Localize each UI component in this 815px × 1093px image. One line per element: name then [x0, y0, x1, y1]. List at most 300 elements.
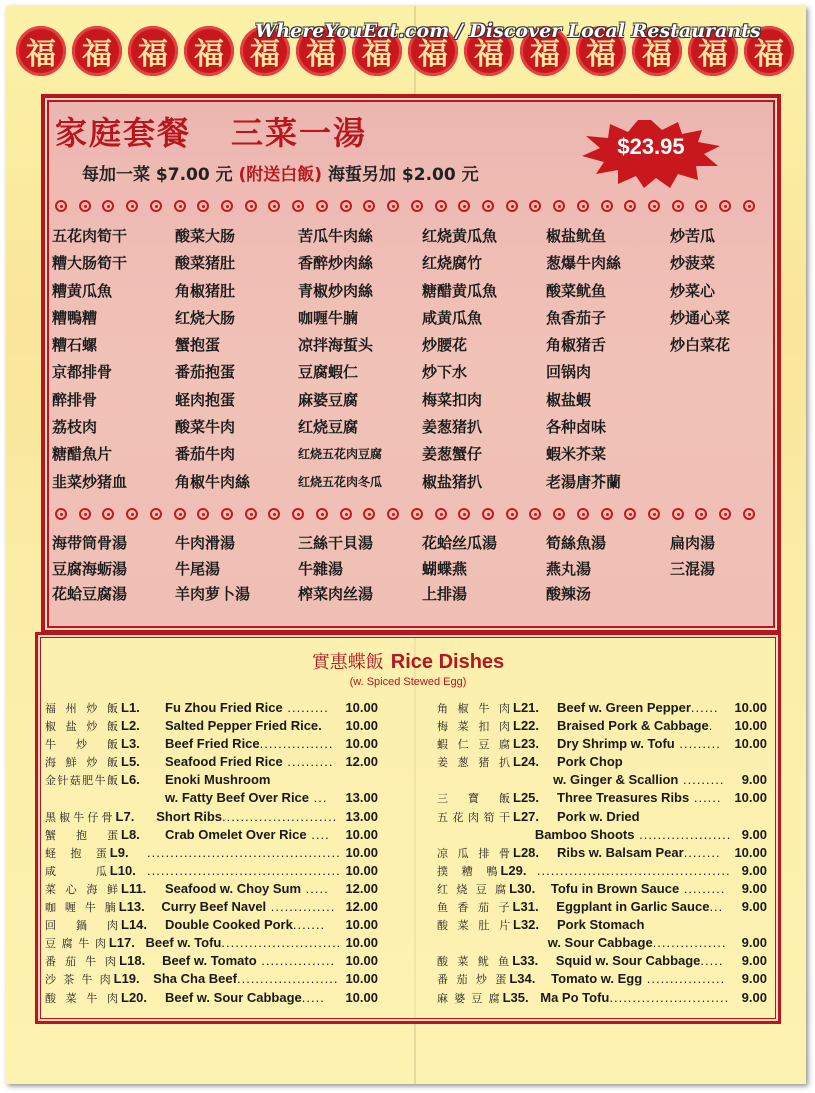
- rice-dish-name-wrap: [153, 971, 338, 986]
- scroll-ornament-icon: [743, 508, 755, 520]
- dish-item: 炒菜心: [670, 281, 716, 300]
- rice-dish-chinese-char: 肉: [94, 937, 106, 951]
- rice-dish-chinese-char: 菜: [457, 955, 469, 969]
- dish-item: 红烧大肠: [175, 308, 236, 327]
- rice-dish-name-wrap: [165, 790, 334, 805]
- rice-dish-name-wrap: [147, 863, 341, 878]
- rice-dish-chinese-char: 腐: [61, 937, 73, 951]
- rice-dish-leader: .........: [674, 736, 721, 752]
- rice-dish-chinese-char: 金: [45, 774, 56, 788]
- watermark: WhereYouEat.com / Discover Local Restaurants: [255, 20, 761, 42]
- rice-dish-chinese-char: 干: [499, 810, 510, 824]
- rice-dish-chinese: [45, 700, 118, 716]
- dish-item: 角椒猪舌: [546, 336, 607, 355]
- scroll-ornament-icon: [268, 200, 280, 212]
- rice-dish-chinese-char: 飯: [107, 738, 118, 752]
- rice-dish-chinese-char: 椒: [457, 702, 469, 715]
- scroll-ornament-icon: [624, 508, 636, 520]
- fu-symbol-icon: 福: [576, 26, 626, 76]
- rice-dish-name: Ribs w. Balsam Pear: [557, 844, 684, 860]
- rice-dish-name-wrap: [147, 845, 341, 860]
- rice-dish-name-wrap: [557, 917, 723, 932]
- rice-dish-price: 12.00: [345, 880, 378, 896]
- rice-dish-chinese-char: 菜: [65, 991, 77, 1005]
- scroll-ornament-icon: [363, 508, 375, 520]
- rice-dish-name-wrap: [165, 881, 334, 896]
- rice-dish-chinese-char: 炒: [76, 738, 87, 752]
- rice-dish-chinese-char: 豆: [45, 937, 56, 951]
- scroll-ornament-icon: [292, 508, 304, 520]
- dish-item: 苦瓜牛肉絲: [298, 227, 374, 245]
- dish-item: 炒下水: [422, 363, 468, 382]
- rice-dish-chinese-char: 沙: [45, 973, 56, 987]
- scroll-ornament-icon: [695, 508, 707, 520]
- rice-menu-row: [437, 990, 767, 1008]
- rice-dish-code: L25.: [513, 790, 540, 806]
- dish-item: 椒盐鱿鱼: [546, 227, 607, 245]
- rice-dish-price: 10.00: [345, 917, 378, 933]
- rice-dish-name: Bamboo Shoots: [534, 826, 635, 842]
- dish-item: 酸菜牛肉: [175, 418, 236, 437]
- dish-item: 姜葱蟹仔: [422, 445, 483, 464]
- scroll-ornament-icon: [411, 508, 423, 520]
- rice-dish-chinese-char: 腐: [488, 991, 500, 1005]
- rice-dish-price: 10.00: [734, 790, 767, 806]
- rice-dish-code: L34.: [509, 971, 536, 987]
- rice-dish-chinese-char: 肚: [478, 919, 490, 933]
- rice-dish-chinese-char: 鱼: [498, 955, 510, 969]
- rice-dish-leader: .................: [642, 971, 726, 987]
- rice-dish-chinese: [437, 953, 509, 969]
- rice-dish-name: Three Treasures Ribs: [557, 790, 690, 806]
- rice-dish-leader: ...: [709, 899, 724, 915]
- scroll-ornament-icon: [529, 508, 541, 520]
- dish-item: 麻婆豆腐: [298, 390, 359, 409]
- dish-item: [670, 443, 764, 470]
- rice-dish-chinese: [437, 754, 510, 770]
- dish-item: 蝦米芥菜: [546, 445, 607, 464]
- rice-dish-leader: .........................: [222, 808, 338, 824]
- scroll-ornament-icon: [126, 200, 138, 212]
- rice-menu-row: [45, 935, 378, 953]
- rice-dish-chinese-char: 排: [478, 846, 490, 860]
- scroll-ornament-icon: [221, 508, 233, 520]
- rice-dish-chinese-char: 抱: [70, 846, 82, 860]
- rice-menu-row: [45, 754, 378, 772]
- dish-item: 扁肉湯: [670, 534, 716, 552]
- rice-menu-row: [437, 790, 767, 808]
- rice-dish-chinese-char: 心: [65, 882, 77, 896]
- rice-dish-chinese-char: 针: [57, 774, 69, 788]
- scroll-ornament-icon: [553, 200, 565, 212]
- rice-dish-name: w. Ginger & Scallion: [553, 772, 679, 788]
- scroll-ornament-icon: [743, 200, 755, 212]
- dish-item: [670, 361, 764, 388]
- fu-symbol-icon: 福: [520, 26, 570, 76]
- dish-item: [670, 471, 764, 498]
- rice-dish-chinese-char: 撲: [437, 864, 448, 878]
- dish-item: [670, 583, 764, 609]
- dish-item: 红烧腐竹: [422, 254, 483, 273]
- rice-dish-chinese-char: 海: [45, 756, 56, 770]
- rice-dish-leader: ..........................................: [147, 844, 341, 860]
- family-set-title: [55, 108, 367, 154]
- rice-dish-name-wrap: [156, 809, 337, 824]
- rice-dish-leader: ..........................: [609, 989, 730, 1005]
- rice-dish-chinese-char: 仔: [87, 810, 99, 824]
- scroll-ornament-icon: [482, 508, 494, 520]
- rice-dish-chinese: [45, 827, 118, 843]
- rice-dish-chinese-char: 葱: [457, 756, 469, 770]
- scroll-ornament-icon: [102, 200, 114, 212]
- dish-item: 三絲干貝湯: [298, 534, 374, 552]
- rice-dish-chinese-char: 喱: [64, 901, 76, 915]
- rice-dish-name: Seafood w. Choy Sum: [165, 880, 302, 896]
- rice-dish-chinese-char: 飯: [106, 774, 118, 788]
- rice-dish-chinese-char: 牛: [73, 810, 85, 824]
- rice-dish-code: L24.: [513, 754, 540, 770]
- rice-dish-name-wrap: [548, 935, 727, 950]
- rice-dish-price: 13.00: [345, 808, 379, 824]
- rice-dish-leader: ................: [652, 935, 727, 951]
- rice-dish-leader: ..............: [266, 899, 336, 915]
- rice-dish-chinese: [437, 809, 510, 825]
- rice-dish-chinese-char: 姜: [437, 756, 448, 770]
- rice-title-zh: 實惠蝶飯: [311, 652, 384, 673]
- rice-dish-chinese-char: 酸: [437, 955, 448, 969]
- scroll-ornament-icon: [506, 508, 518, 520]
- rice-dish-price: 10.00: [734, 736, 767, 752]
- rice-dish-code: L7.: [115, 808, 135, 824]
- rice-dish-chinese-char: 飯: [499, 792, 510, 806]
- rice-dish-name: Beef w. Sour Cabbage: [165, 989, 302, 1005]
- rice-dish-chinese: [437, 917, 510, 933]
- rice-menu-row: [45, 863, 378, 881]
- rice-dish-chinese-char: 扣: [478, 720, 490, 734]
- scroll-ornament-icon: [458, 200, 470, 212]
- rice-dish-leader: .....: [700, 953, 724, 969]
- rice-dish-chinese-char: 腐: [495, 882, 507, 896]
- rice-dish-chinese: [437, 971, 506, 987]
- rice-dish-chinese-char: 茄: [456, 973, 468, 987]
- rice-menu-row: [437, 881, 767, 899]
- rice-dish-price: 9.00: [741, 989, 767, 1005]
- rice-menu-row: [45, 790, 378, 808]
- rice-dish-chinese-char: 咖: [45, 901, 56, 915]
- rice-dish-chinese-char: 肉: [99, 973, 111, 987]
- rice-dish-chinese-char: 瓜: [95, 864, 107, 878]
- scroll-ornament-icon: [458, 508, 470, 520]
- rice-dish-price: 10.00: [734, 718, 767, 734]
- rice-dish-code: L18.: [119, 953, 146, 969]
- dish-item: 牛肉滑湯: [175, 534, 236, 552]
- scroll-ornament-icon: [435, 508, 447, 520]
- rice-dish-chinese-char: 炒: [86, 720, 98, 734]
- scroll-ornament-icon: [197, 508, 209, 520]
- rice-dish-leader: .....: [301, 880, 329, 896]
- rice-dish-chinese: [437, 790, 510, 806]
- rice-dish-code: L23.: [513, 736, 540, 752]
- rice-dish-chinese-char: 糟: [461, 864, 473, 878]
- rice-dish-code: L10.: [109, 862, 136, 878]
- rice-dish-leader: .: [708, 718, 714, 734]
- scroll-ornament-icon: [648, 508, 660, 520]
- rice-dish-chinese-char: 婆: [454, 991, 466, 1005]
- rice-dish-name: Squid w. Sour Cabbage: [555, 953, 701, 969]
- rice-menu-row: [45, 845, 378, 863]
- rice-dish-chinese-char: 番: [437, 973, 448, 987]
- dish-item: 花蛤丝瓜湯: [422, 534, 498, 552]
- dish-item: 炒腰花: [422, 336, 468, 355]
- dish-item: 各种卤味: [546, 418, 607, 437]
- rice-dish-leader: ................: [259, 736, 334, 752]
- dish-item: 酸菜猪肚: [175, 254, 236, 273]
- scroll-ornament-icon: [79, 508, 91, 520]
- rice-dish-name: Short Ribs: [156, 808, 222, 824]
- scroll-ornament-icon: [126, 508, 138, 520]
- rice-dish-name-wrap: [165, 736, 334, 751]
- rice-dish-name-wrap: [146, 935, 342, 950]
- rice-dish-code: L17.: [108, 935, 135, 951]
- rice-dish-name: Pork Chop: [557, 754, 623, 770]
- rice-dish-chinese-char: 蛋: [495, 973, 507, 987]
- dish-item: 番茄抱蛋: [175, 363, 236, 382]
- rice-dish-name-wrap: [557, 754, 723, 769]
- rice-dish-leader: ..........................................: [536, 862, 731, 878]
- fu-symbol-icon: 福: [688, 26, 738, 76]
- rice-dish-name-wrap: [551, 881, 725, 896]
- rice-dish-leader: ..........: [282, 754, 334, 770]
- rice-dish-name-wrap: [165, 917, 334, 932]
- dish-item: 糟鴨糟: [52, 308, 98, 327]
- rice-dish-price: 10.00: [345, 826, 378, 842]
- dish-item: 番茄牛肉: [175, 445, 236, 464]
- dish-item: 椒盐猪扒: [422, 472, 483, 491]
- rice-dish-chinese-char: 梅: [437, 720, 448, 734]
- scroll-ornament-icon: [387, 200, 399, 212]
- scroll-ornament-icon: [150, 200, 162, 212]
- rice-dish-name: Beef w. Green Pepper: [557, 700, 691, 715]
- scroll-ornament-icon: [577, 508, 589, 520]
- rice-dish-chinese-char: 肉: [105, 955, 117, 969]
- scroll-ornament-icon: [387, 508, 399, 520]
- dish-item: 老湯唐芥蘭: [546, 472, 622, 491]
- rice-dish-chinese-char: 肉: [107, 919, 118, 933]
- dish-item: 上排湯: [422, 585, 468, 603]
- rice-dish-code: L13.: [118, 899, 145, 915]
- rice-dish-name: Crab Omelet Over Rice: [165, 826, 307, 842]
- rice-dish-chinese: [45, 899, 116, 915]
- rice-dish-code: L27.: [513, 808, 540, 824]
- rice-dish-price: 10.00: [345, 935, 378, 951]
- rice-dish-chinese-char: 鱿: [477, 955, 489, 969]
- rice-dish-chinese-char: 腩: [104, 901, 116, 915]
- rice-dish-price: 9.00: [741, 935, 767, 951]
- scroll-ornament-icon: [435, 200, 447, 212]
- rice-dish-price: 10.00: [345, 736, 378, 752]
- dish-item: [670, 389, 764, 416]
- scroll-ornament-icon: [719, 508, 731, 520]
- dish-item: 红烧豆腐: [298, 418, 359, 437]
- scroll-ornament-icon: [719, 200, 731, 212]
- rice-dish-chinese: [45, 845, 107, 861]
- rice-dish-chinese-char: 花: [452, 810, 464, 824]
- scroll-ornament-icon: [363, 200, 375, 212]
- free-rice-note: (附送白飯): [238, 165, 323, 185]
- dish-item: 京都排骨: [52, 363, 113, 382]
- rice-dish-code: L8.: [121, 826, 140, 842]
- fu-symbol-icon: 福: [184, 26, 234, 76]
- dish-item: 蛏肉抱蛋: [175, 390, 236, 409]
- dish-item: 榨菜肉丝湯: [298, 585, 374, 603]
- rice-dish-chinese: [45, 971, 111, 987]
- rice-dish-leader: ...: [309, 790, 328, 806]
- dish-item: 咖喱牛腩: [298, 308, 359, 327]
- rice-dish-chinese-char: 鍋: [76, 919, 87, 933]
- rice-dish-name: Ma Po Tofu: [540, 989, 610, 1005]
- fu-symbol-icon: 福: [464, 26, 514, 76]
- rice-dish-chinese-char: 牛: [81, 973, 93, 987]
- rice-dish-price: 9.00: [741, 953, 767, 969]
- rice-dish-chinese-char: 飯: [106, 702, 118, 715]
- rice-dish-chinese-char: 鲜: [106, 882, 118, 896]
- rice-dish-name-wrap: [557, 736, 723, 751]
- rice-title-en: Rice Dishes: [390, 651, 505, 673]
- rice-dish-chinese-char: 黑: [45, 810, 56, 824]
- rice-dish-chinese: [45, 736, 118, 752]
- dish-item: [670, 416, 764, 443]
- rice-dish-code: L35.: [502, 989, 529, 1005]
- rice-dish-name-wrap: [557, 790, 723, 805]
- dish-item: 梅菜扣肉: [422, 390, 483, 409]
- rice-dish-chinese: [45, 935, 106, 951]
- fu-symbol-icon: 福: [296, 26, 346, 76]
- scroll-ornament-icon: [340, 200, 352, 212]
- rice-dish-chinese-char: 蛏: [45, 846, 56, 860]
- rice-dish-price: 10.00: [734, 844, 767, 860]
- rice-menu-row: [437, 899, 767, 917]
- dish-item: 五花肉筍干: [52, 227, 128, 245]
- rice-dish-leader: .........: [679, 880, 726, 896]
- rice-menu-row: [437, 736, 767, 754]
- rice-dish-code: L29.: [500, 862, 527, 878]
- scroll-ornament-icon: [292, 200, 304, 212]
- rice-dish-price: 10.00: [734, 700, 767, 715]
- rice-menu-row: [45, 953, 378, 971]
- scroll-ornament-icon: [553, 508, 565, 520]
- rice-dish-chinese-char: 抱: [76, 828, 87, 842]
- rice-dish-price: 9.00: [741, 862, 767, 878]
- rice-dish-chinese: [437, 863, 497, 879]
- rice-dish-name-wrap: [556, 953, 724, 968]
- rice-dish-chinese-char: 豆: [475, 882, 487, 896]
- rice-dish-name-wrap: [557, 845, 723, 860]
- rice-dish-chinese-char: 州: [65, 702, 77, 715]
- rice-dish-chinese-char: 香: [457, 901, 469, 915]
- scroll-ornament-icon: [316, 508, 328, 520]
- rice-dish-name-wrap: [553, 772, 724, 787]
- rice-dish-price: 12.00: [345, 754, 378, 770]
- rice-dish-chinese-char: 酸: [45, 991, 56, 1005]
- rice-dish-chinese-char: 瓜: [457, 846, 469, 860]
- dish-item: 韭菜炒猪血: [52, 472, 128, 491]
- rice-menu-row: [437, 971, 767, 989]
- dish-item: 椒盐蝦: [546, 390, 592, 409]
- rice-dish-chinese-char: 菜: [45, 882, 56, 896]
- rice-dish-code: L14.: [121, 917, 148, 933]
- rice-dish-chinese: [437, 845, 510, 861]
- scroll-ornament-icon: [672, 200, 684, 212]
- rice-dish-name: Curry Beef Navel: [161, 899, 267, 915]
- rice-dish-leader: .........: [282, 700, 329, 715]
- scroll-ornament-icon: [174, 200, 186, 212]
- rice-dish-name-wrap: [161, 899, 335, 914]
- rice-dish-chinese-char: 茶: [63, 973, 75, 987]
- rice-dish-leader: ........: [683, 844, 721, 860]
- family-set-subtitle: [82, 160, 479, 185]
- rice-menu-row: [437, 845, 767, 863]
- rice-dish-code: L2.: [121, 718, 140, 734]
- rice-dish-chinese-char: 蛋: [107, 828, 118, 842]
- rice-dish-price: 10.00: [345, 989, 378, 1005]
- family-set-title-part1: 家庭套餐: [55, 114, 192, 152]
- rice-dish-chinese-char: 豆: [471, 991, 483, 1005]
- rice-dish-chinese-char: 筍: [483, 810, 495, 824]
- scroll-ornament-icon: [648, 200, 660, 212]
- scroll-divider-bottom: [55, 508, 755, 520]
- dish-item: 牛尾湯: [175, 559, 221, 578]
- family-soup-grid: [52, 532, 764, 609]
- rice-dish-chinese-char: 牛: [86, 991, 98, 1005]
- rice-menu-row: [45, 899, 378, 917]
- rice-menu-row: [45, 736, 378, 754]
- dish-item: 红烧五花肉冬瓜: [298, 474, 383, 489]
- rice-dish-chinese-char: 扒: [498, 756, 510, 770]
- rice-dish-code: L6.: [121, 772, 140, 788]
- dish-item: 凉拌海蜇头: [298, 336, 374, 355]
- dish-item: 酸辣汤: [546, 585, 592, 603]
- rice-dish-chinese-char: 炒: [475, 973, 487, 987]
- rice-dish-leader: ......: [690, 700, 719, 715]
- rice-dish-leader: ....................: [634, 826, 732, 842]
- dish-item: 牛雜湯: [298, 559, 344, 578]
- rice-dish-chinese: [45, 953, 116, 969]
- family-set-price: $23.95: [617, 134, 685, 159]
- rice-dishes-title: [35, 648, 781, 674]
- scroll-ornament-icon: [316, 200, 328, 212]
- dish-item: 糖醋黄瓜魚: [422, 281, 498, 300]
- rice-menu-row: [45, 718, 378, 736]
- rice-dish-code: L5.: [121, 754, 140, 770]
- rice-dish-name-wrap: [165, 754, 334, 769]
- dish-item: 红烧五花肉豆腐: [298, 447, 383, 462]
- rice-dish-chinese: [45, 809, 113, 825]
- rice-dish-name: Fu Zhou Fried Rice: [165, 700, 283, 715]
- rice-dish-chinese: [45, 754, 118, 770]
- family-set-title-part2: 三菜一湯: [231, 114, 368, 152]
- rice-dish-chinese-char: 凉: [437, 846, 448, 860]
- rice-dish-chinese-char: 炒: [86, 702, 98, 715]
- rice-dish-chinese-char: 牛: [478, 702, 490, 715]
- rice-dish-chinese-char: 菇: [69, 774, 81, 788]
- rice-dish-chinese-char: 蛋: [95, 846, 107, 860]
- rice-dish-chinese-char: 骨: [498, 846, 510, 860]
- rice-dish-chinese-char: 肥: [82, 774, 94, 788]
- rice-dish-name-wrap: [557, 700, 723, 715]
- rice-menu-row: [437, 917, 767, 935]
- rice-dish-leader: ..........................................: [147, 862, 341, 878]
- rice-dish-leader: .........: [678, 772, 725, 788]
